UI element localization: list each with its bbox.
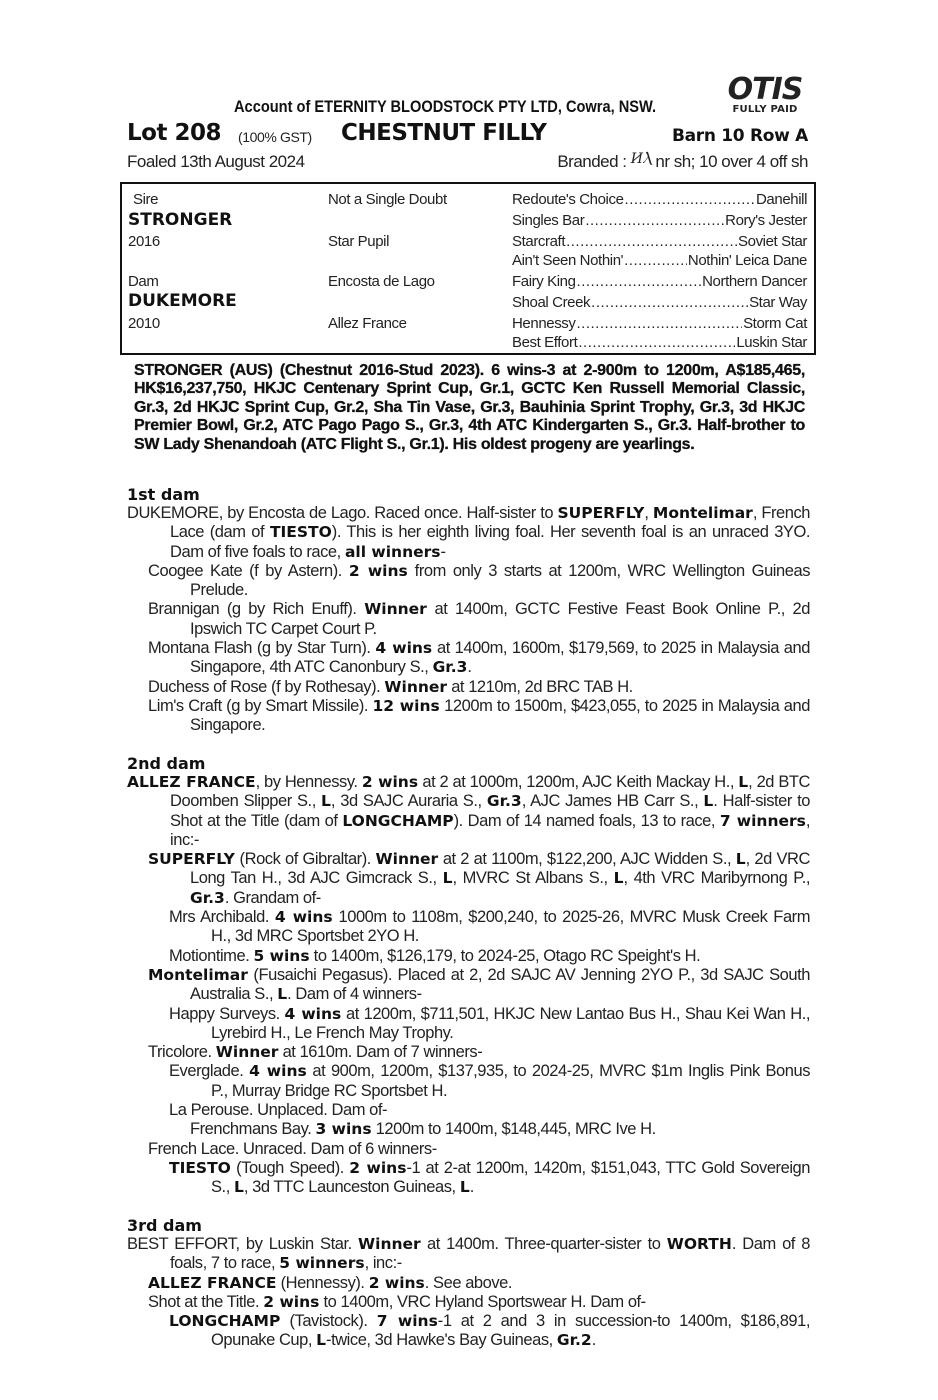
bold-highlight: 2 wins [348, 561, 408, 580]
bold-highlight: L [316, 1331, 327, 1350]
text-run: . Dam of 8 foals, 7 to race, [170, 1235, 810, 1273]
bold-highlight: LONGCHAMP [342, 811, 454, 830]
text-run: , 4th VRC Maribyrnong P., [623, 869, 810, 888]
progeny-entry [127, 1312, 810, 1351]
bold-highlight: 2 wins [263, 1292, 320, 1311]
ancestor-name: Hennessy [512, 315, 576, 332]
fully-paid-label: FULLY PAID [732, 104, 798, 115]
text-run: , 3d TTC Launceston Guineas, [243, 1178, 460, 1197]
bold-highlight: Gr.3 [432, 658, 468, 677]
third-gen-row [512, 252, 807, 270]
bold-highlight: Gr.3 [486, 792, 522, 811]
text-run: . [469, 1178, 474, 1197]
bold-highlight: L [738, 773, 749, 791]
ancestor-name: Fairy King [512, 273, 576, 290]
sire-dam: Star Pupil [328, 233, 390, 250]
text-run: Frenchmans Bay. [190, 1120, 316, 1139]
ancestor-sire: Northern Dancer [702, 273, 807, 290]
bold-highlight: Gr.3 [190, 888, 225, 907]
text-run: Brannigan (g by Rich Enuff). [148, 600, 365, 619]
lot-number: Lot 208 [127, 120, 221, 146]
foaling-info [127, 152, 808, 174]
bold-highlight: 12 wins [372, 696, 440, 715]
leader-dots [624, 252, 687, 270]
text-run: 1000m to 1108m, $200,240, to 2025-26, MVRC Musk Creek Farm H., 3d MRC Sportsbet 2YO H. [211, 908, 811, 946]
text-run: Lim's Craft (g by Smart Missile). [148, 696, 373, 715]
third-gen-row [512, 212, 807, 230]
text-run: Motiontime. [169, 946, 254, 965]
third-gen-row [512, 191, 807, 209]
bold-highlight: Winner [364, 600, 427, 619]
text-run: Happy Surveys. [169, 1004, 285, 1023]
text-run: at 900m, 1200m, $137,935, to 2024-25, MVRC $1m Inglis Pink Bonus P., Murray Bridge RC Sportsbet H. [211, 1062, 811, 1100]
text-run: BEST EFFORT, by Luskin Star. [127, 1235, 359, 1253]
branding-info [557, 152, 808, 172]
text-run: (Tough Speed). [230, 1158, 350, 1177]
text-run: , 2d BTC Doomben Slipper S., [170, 773, 810, 811]
ancestor-sire: Star Way [749, 294, 807, 311]
text-run: ). This is her eighth living foal. Her seventh foal is an unraced 3YO. Dam of five foals to race, [170, 523, 811, 561]
dam-label: Dam [128, 273, 159, 290]
text-run: - [440, 542, 446, 561]
text-run: , French Lace (dam of [170, 504, 810, 542]
progeny-entry [127, 639, 810, 678]
ancestor-sire: Luskin Star [736, 334, 807, 351]
bold-highlight: 7 wins [376, 1312, 438, 1331]
third-gen-row [512, 315, 807, 333]
progeny-entry [127, 1043, 810, 1062]
text-run: . [591, 1331, 596, 1350]
bold-highlight: Winner [215, 1043, 279, 1062]
text-run: to 1400m, VRC Hyland Sportswear H. Dam of- [319, 1292, 646, 1311]
text-run: . [467, 658, 472, 677]
second-dam-entries [127, 850, 810, 1197]
text-run: (Fusaichi Pegasus). Placed at 2, 2d SAJC AV Jenning 2YO P., 3d SAJC South Australia S., [190, 965, 810, 1004]
bold-highlight: Winner [375, 850, 439, 869]
text-run: at 2 at 1100m, $122,200, AJC Widden S., [438, 850, 736, 869]
progeny-entry [127, 697, 810, 736]
ancestor-name: Ain't Seen Nothin' [512, 252, 624, 269]
progeny-entry [127, 1159, 810, 1198]
third-dam-intro [127, 1235, 810, 1274]
second-dam-intro [127, 773, 810, 850]
otis-logo [722, 72, 808, 116]
dam-year: 2010 [128, 315, 160, 332]
progeny-entry [127, 1101, 810, 1120]
progeny-entry [127, 947, 810, 966]
leader-dots [566, 233, 737, 251]
brand-mark-icon: ИⲖ [630, 151, 652, 167]
bold-highlight: TIESTO [269, 523, 332, 542]
text-run: Montana Flash (g by Star Turn). [148, 639, 376, 658]
first-dam-title: 1st dam [127, 485, 200, 504]
text-run: , MVRC St Albans S., [452, 869, 614, 888]
text-run: 1200m to 1500m, $423,055, to 2025 in Malaysia and Singapore. [190, 696, 810, 735]
text-run: , inc:- [364, 1254, 402, 1273]
second-dam-section [127, 754, 810, 1198]
progeny-entry [127, 600, 810, 639]
bold-highlight: 4 wins [274, 908, 333, 927]
sire-year: 2016 [128, 233, 160, 250]
text-run: at 1400m, GCTC Festive Feast Book Online P., 2d Ipswich TC Carpet Court P. [190, 600, 810, 638]
progeny-entry [127, 1005, 810, 1044]
bold-highlight: L [277, 985, 288, 1004]
text-run: -twice, 3d Hawke's Bay Guineas, [326, 1331, 557, 1350]
progeny-entry [127, 1274, 810, 1293]
text-run: , by Hennessy. [255, 773, 362, 791]
progeny-entry [127, 562, 810, 601]
bold-highlight: all winners [344, 542, 441, 561]
bold-highlight: 2 wins [368, 1273, 425, 1292]
text-run: . Dam of 4 winners- [287, 985, 422, 1004]
text-run: Tricolore. [148, 1043, 216, 1062]
dam-dam: Allez France [328, 315, 407, 332]
text-run: at 1400m. Three-quarter-sister to [420, 1235, 667, 1253]
first-dam-intro [127, 504, 810, 562]
vendor-account: Account of ETERNITY BLOODSTOCK PTY LTD, Cowra, NSW. [234, 97, 657, 116]
third-dam-section [127, 1216, 810, 1351]
bold-highlight: L [613, 869, 624, 888]
sire-label: Sire [133, 191, 159, 208]
text-run: at 1400m, 1600m, $179,569, to 2025 in Malaysia and Singapore, 4th ATC Canonbury S., [190, 639, 810, 677]
progeny-entry [127, 1062, 810, 1101]
sire-summary: STRONGER (AUS) (Chestnut 2016-Stud 2023). 6 wins-3 at 2-900m to 1200m, A$185,465, HK$16,237,750, HKJC Centenary Sprint Cup, Gr.1, GCTC Ken Russell Memorial Classic, Gr.3, 2d HKJC Sprint Cup, Gr.2, Sha Tin Vase, Gr.3, Bauhinia Sprint Trophy, Gr.3, 3d HKJC Premier Bowl, Gr.2, ATC Pago Pago S., Gr.3, 4th ATC Kindergarten S., Gr.3. Half-brother to SW Lady Shenandoah (ATC Flight S., Gr.1). His oldest progeny are yearlings. [134, 362, 805, 453]
bold-highlight: 4 wins [375, 639, 433, 658]
bold-highlight: L [459, 1178, 470, 1197]
leader-dots [591, 294, 748, 312]
barn-location: Barn 10 Row A [671, 126, 808, 146]
bold-highlight: 4 wins [284, 1004, 342, 1023]
bold-highlight: Montelimar [148, 965, 248, 984]
leader-dots [625, 191, 755, 209]
leader-dots [577, 315, 743, 333]
leader-dots [585, 212, 724, 230]
bold-highlight: L [703, 792, 714, 811]
bold-highlight: L [321, 792, 331, 811]
text-run: Duchess of Rose (f by Rothesay). [148, 677, 385, 696]
bold-highlight: 7 winners [719, 811, 806, 830]
progeny-entry [127, 1293, 810, 1312]
progeny-entry [127, 966, 810, 1005]
ancestor-name: Singles Bar [512, 212, 585, 229]
third-gen-row [512, 273, 807, 291]
bold-highlight: TIESTO [169, 1158, 231, 1177]
ancestor-name: Redoute's Choice [512, 191, 624, 208]
bold-highlight: SUPERFLY [557, 504, 645, 522]
text-run: Shot at the Title. [148, 1292, 264, 1311]
bold-highlight: 2 wins [349, 1158, 407, 1177]
text-run: . Grandam of- [224, 888, 321, 907]
bold-highlight: 5 winners [279, 1254, 365, 1273]
bold-highlight: 2 wins [361, 773, 419, 791]
gst-note: (100% GST) [238, 129, 312, 145]
ancestor-name: Starcraft [512, 233, 566, 250]
text-run: ). Dam of 14 named foals, 13 to race, [453, 811, 720, 830]
dam-name: DUKEMORE [128, 291, 237, 311]
text-run: at 1610m. Dam of 7 winners- [278, 1043, 483, 1062]
ancestor-sire: Rory's Jester [725, 212, 807, 229]
first-dam-progeny [127, 562, 810, 736]
text-run: at 2 at 1000m, 1200m, AJC Keith Mackay H., [418, 773, 739, 791]
text-run: at 1210m, 2d BRC TAB H. [447, 677, 633, 696]
otis-logo-mark: OTIS [727, 72, 803, 107]
third-gen-row [512, 294, 807, 312]
progeny-entry [127, 850, 810, 908]
text-run: (Rock of Gibraltar). [234, 850, 376, 869]
ancestor-name: Best Effort [512, 334, 578, 351]
bold-highlight: WORTH [666, 1235, 732, 1253]
leader-dots [577, 273, 702, 291]
text-run: , AJC James HB Carr S., [521, 792, 704, 811]
text-run: to 1400m, $126,179, to 2024-25, Otago RC Speight's H. [309, 946, 701, 965]
bold-highlight: ALLEZ FRANCE [148, 1273, 277, 1292]
sire-name: STRONGER [128, 210, 233, 230]
progeny-entry [127, 678, 810, 697]
ancestor-sire: Storm Cat [743, 315, 807, 332]
bold-highlight: Gr.2 [556, 1331, 592, 1350]
bold-highlight: Winner [384, 677, 448, 696]
sire-sire: Not a Single Doubt [328, 191, 447, 208]
text-run: 1200m to 1400m, $148,445, MRC Ive H. [371, 1120, 656, 1139]
text-run: -1 at 2-at 1200m, 1420m, $151,043, TTC Gold Sovereign S., [211, 1158, 810, 1197]
text-run: Coogee Kate (f by Astern). [148, 561, 349, 580]
text-run: , [644, 504, 653, 522]
third-dam-entries [127, 1274, 810, 1351]
bold-highlight: L [735, 850, 746, 869]
text-run: . See above. [424, 1273, 513, 1292]
second-dam-title: 2nd dam [127, 754, 206, 773]
third-gen-row [512, 233, 807, 251]
first-dam-section [127, 485, 810, 736]
text-run: , 2d VRC Long Tan H., 3d AJC Gimcrack S., [190, 850, 810, 888]
text-run: Mrs Archibald. [169, 908, 275, 927]
progeny-entry [127, 1140, 810, 1159]
pedigree-table [120, 182, 816, 355]
bold-highlight: Winner [358, 1235, 421, 1253]
text-run: . Half-sister to Shot at the Title (dam of [170, 792, 810, 830]
bold-highlight: L [442, 869, 453, 888]
branded-detail: nr sh; 10 over 4 off sh [655, 152, 808, 171]
sex-colour: CHESTNUT FILLY [341, 120, 547, 146]
bold-highlight: LONGCHAMP [169, 1312, 281, 1331]
text-run: DUKEMORE, by Encosta de Lago. Raced once. Half-sister to [127, 504, 558, 522]
progeny-entry [127, 908, 810, 947]
text-run: -1 at 2 and 3 in succession-to 1400m, $186,891, Opunake Cup, [211, 1312, 811, 1350]
dam-sire: Encosta de Lago [328, 273, 435, 290]
third-gen-row [512, 334, 807, 352]
text-run: at 1200m, $711,501, HKJC New Lantao Bus H., Shau Kei Wan H., Lyrebird H., Le French May Trophy. [211, 1004, 810, 1042]
third-dam-title: 3rd dam [127, 1216, 202, 1235]
text-run: Everglade. [169, 1062, 250, 1081]
ancestor-sire: Danehill [756, 191, 807, 208]
ancestor-sire: Soviet Star [738, 233, 807, 250]
bold-highlight: 3 wins [315, 1120, 372, 1139]
text-run: (Tavistock). [280, 1312, 377, 1331]
text-run: French Lace. Unraced. Dam of 6 winners- [148, 1139, 437, 1158]
text-run: La Perouse. Unplaced. Dam of- [169, 1101, 388, 1120]
bold-highlight: Montelimar [652, 504, 753, 522]
ancestor-name: Shoal Creek [512, 294, 591, 311]
branded-label: Branded : [557, 152, 627, 171]
text-run: (Hennessy). [276, 1273, 369, 1292]
ancestor-sire: Nothin' Leica Dane [687, 252, 807, 269]
bold-highlight: 4 wins [249, 1062, 307, 1081]
bold-highlight: 5 wins [253, 946, 310, 965]
text-run: , 3d SAJC Auraria S., [330, 792, 487, 811]
lot-header [127, 120, 808, 150]
bold-highlight: ALLEZ FRANCE [127, 773, 256, 791]
text-run: from only 3 starts at 1200m, WRC Wellington Guineas Prelude. [190, 561, 810, 600]
text-run: , inc:- [170, 811, 811, 849]
bold-highlight: SUPERFLY [148, 850, 235, 869]
bold-highlight: L [233, 1178, 244, 1197]
leader-dots [578, 334, 735, 352]
foaled-date: Foaled 13th August 2024 [127, 152, 305, 171]
progeny-entry [127, 1120, 810, 1139]
